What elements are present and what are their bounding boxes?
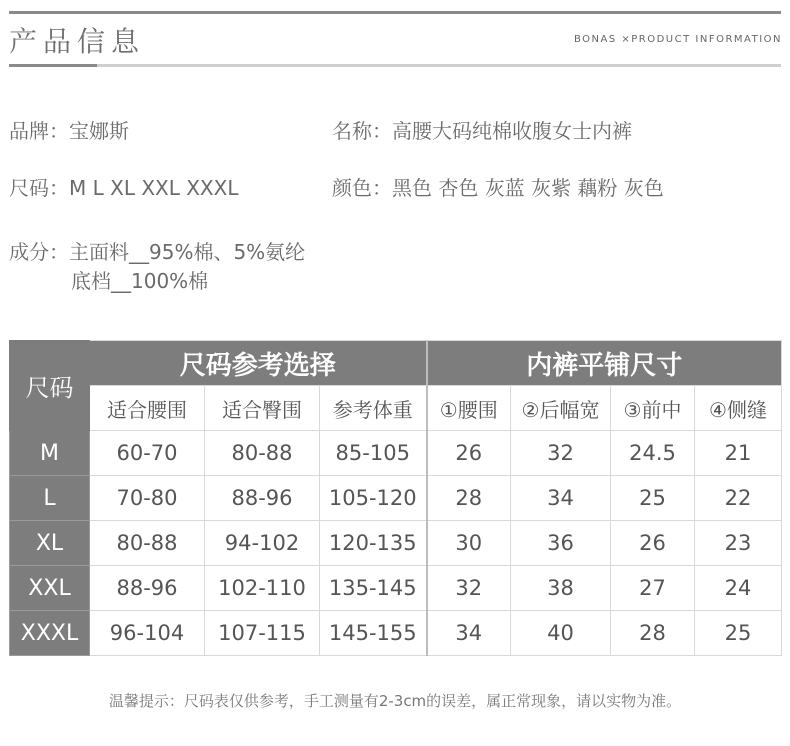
col-header: ②后幅宽: [511, 386, 611, 431]
row-size: XL: [10, 521, 90, 566]
table-cell: 107-115: [205, 611, 320, 656]
material-row: [9, 236, 305, 265]
table-cell: 32: [427, 566, 511, 611]
row-size: XXXL: [10, 611, 90, 656]
table-cell: 120-135: [320, 521, 427, 566]
table-cell: 28: [427, 476, 511, 521]
table-cell: 26: [611, 521, 695, 566]
table-row: [10, 566, 782, 611]
row-size: M: [10, 431, 90, 476]
col-header: ①腰围: [427, 386, 511, 431]
size-row: [9, 172, 238, 201]
col-header: 参考体重: [320, 386, 427, 431]
col-header: 适合腰围: [90, 386, 205, 431]
table-cell: 80-88: [90, 521, 205, 566]
table-cell: 80-88: [205, 431, 320, 476]
footnote: 温馨提示：尺码表仅供参考，手工测量有2-3cm的误差，属正常现象，请以实物为准。: [108, 692, 682, 710]
table-cell: 24: [695, 566, 782, 611]
table-row: [10, 611, 782, 656]
table-cell: 28: [611, 611, 695, 656]
material-line1: 主面料__95%棉、5%氨纶: [69, 240, 306, 264]
name-row: [332, 115, 632, 144]
table-cell: 88-96: [205, 476, 320, 521]
name-value: 高腰大码纯棉收腹女士内裤: [392, 119, 632, 143]
color-label: 颜色：: [332, 176, 392, 200]
size-table: [9, 340, 782, 656]
table-cell: 21: [695, 431, 782, 476]
color-value: 黑色 杏色 灰蓝 灰紫 藕粉 灰色: [392, 176, 664, 200]
size-header: 尺码: [10, 341, 90, 431]
table-cell: 40: [511, 611, 611, 656]
size-label: 尺码：: [9, 176, 69, 200]
table-cell: 25: [611, 476, 695, 521]
bottom-rule: [9, 64, 781, 67]
table-cell: 145-155: [320, 611, 427, 656]
material-row-2: [71, 265, 208, 294]
bottom-rule-accent: [9, 64, 97, 67]
table-cell: 36: [511, 521, 611, 566]
color-row: [332, 172, 664, 201]
table-cell: 60-70: [90, 431, 205, 476]
table-cell: 24.5: [611, 431, 695, 476]
table-cell: 38: [511, 566, 611, 611]
table-cell: 25: [695, 611, 782, 656]
table-cell: 22: [695, 476, 782, 521]
size-value: M L XL XXL XXXL: [69, 176, 239, 200]
col-header: ④侧缝: [695, 386, 782, 431]
col-header: ③前中: [611, 386, 695, 431]
table-row: [10, 521, 782, 566]
col-header: 适合臀围: [205, 386, 320, 431]
brand-tag: BONAS ×PRODUCT INFORMATION: [573, 34, 782, 45]
page-title: 产品信息: [9, 25, 146, 58]
table-cell: 94-102: [205, 521, 320, 566]
row-size: L: [10, 476, 90, 521]
table-cell: 96-104: [90, 611, 205, 656]
table-cell: 88-96: [90, 566, 205, 611]
name-label: 名称：: [332, 119, 392, 143]
material-line2: 底档__100%棉: [71, 269, 209, 293]
row-size: XXL: [10, 566, 90, 611]
table-cell: 102-110: [205, 566, 320, 611]
table-cell: 135-145: [320, 566, 427, 611]
table-row: [10, 431, 782, 476]
group-header-reference: 尺码参考选择: [90, 341, 427, 386]
group-header-flat: 内裤平铺尺寸: [427, 341, 782, 386]
table-cell: 105-120: [320, 476, 427, 521]
material-label: 成分：: [9, 240, 69, 264]
table-cell: 32: [511, 431, 611, 476]
table-row: [10, 476, 782, 521]
table-cell: 30: [427, 521, 511, 566]
table-cell: 26: [427, 431, 511, 476]
table-cell: 85-105: [320, 431, 427, 476]
table-cell: 34: [427, 611, 511, 656]
table-cell: 34: [511, 476, 611, 521]
table-cell: 27: [611, 566, 695, 611]
table-cell: 23: [695, 521, 782, 566]
brand-value: 宝娜斯: [69, 119, 129, 143]
brand-row: [9, 115, 129, 144]
top-rule: [9, 11, 781, 14]
brand-label: 品牌：: [9, 119, 69, 143]
table-cell: 70-80: [90, 476, 205, 521]
